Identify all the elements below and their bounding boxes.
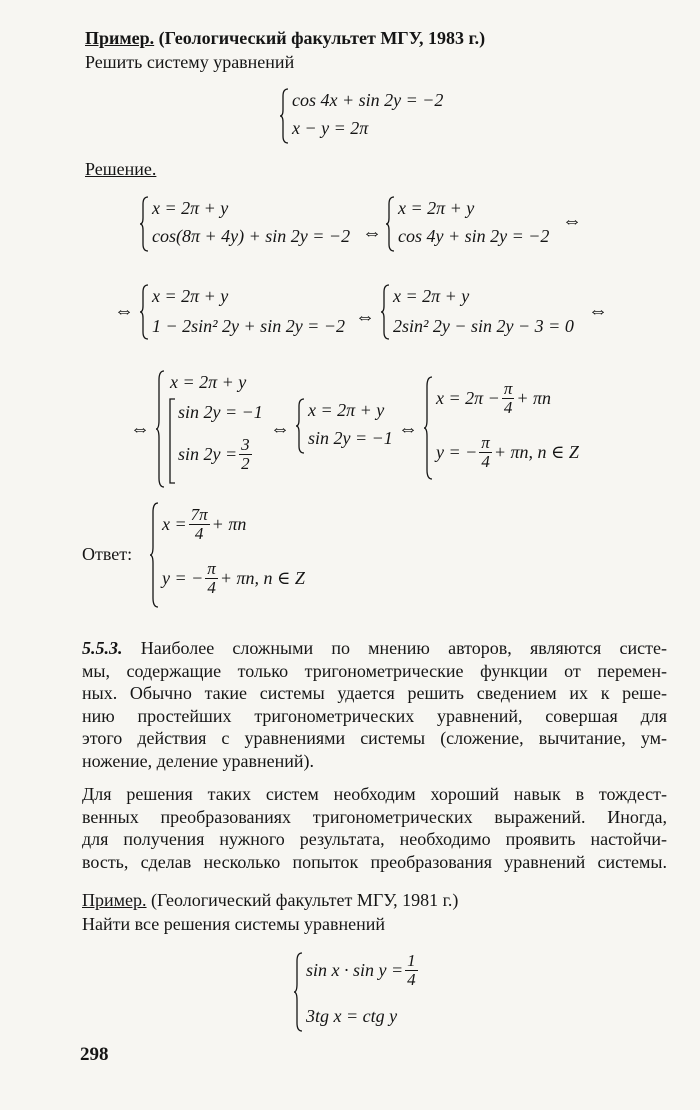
example2-eq2: 3tg x = ctg y [306,1006,398,1026]
fraction: $\frac{\pi}{4}$ [503,379,513,417]
paragraph-line: 5.5.3. Наиболее сложными по мнению авторов, являются систе- [82,638,667,658]
step1-right-eq1: x = 2π + y [398,198,475,218]
step1-left-eq1: x = 2π + y [152,198,229,218]
paragraph-line: венных преобразованиях тригонометрических выражений. Иногда, [82,806,667,827]
example2-eq1: sin x · sin y = $\frac{1}{4}$ [306,951,416,989]
example1-task: Решить систему уравнений [85,52,295,72]
step3-b-eq2: sin 2y = −1 [308,428,393,448]
paragraph-line: ных. Обычно такие системы удается решить сведением их к реше- [82,683,667,703]
brace-icon [294,952,304,1032]
brace-icon [381,284,391,340]
iff-symbol: ⇔ [562,210,582,232]
fraction: $\frac{7\pi}{4}$ [190,505,208,543]
brace-icon [424,376,434,480]
paragraph-line: этого действия с уравнениями системы (сложение, вычитание, ум- [82,728,667,748]
example2-label: Пример. [82,890,147,910]
example1-header [85,27,485,49]
fraction: $\frac{1}{4}$ [407,951,416,989]
step3-a-alt2-lhs: sin 2y = [178,444,238,464]
step1-left-eq2: cos(8π + 4y) + sin 2y = −2 [152,226,351,246]
example2-header [82,889,458,911]
brace-icon [296,398,306,454]
step2-right-eq1: x = 2π + y [393,286,470,306]
paragraph-line: Для решения таких систем необходим хороший навык в тождест- [82,784,667,804]
brace-icon [156,370,166,488]
step2-right-eq2: 2sin² 2y − sin 2y − 3 = 0 [393,316,574,336]
step3-c-y: y = − $\frac{\pi}{4}$ + πn, n ∈ Z [436,433,579,471]
brace-icon [280,88,290,144]
paragraph-line: ножение, деление уравнений). [82,750,315,771]
step2-left-eq2: 1 − 2sin² 2y + sin 2y = −2 [152,316,345,336]
example2-task: Найти все решения системы уравнений [82,914,386,934]
iff-symbol: ⇔ [588,300,608,322]
paragraph-line: мы, содержащие только тригонометрические функции от перемен- [82,660,667,681]
answer-y: y = − $\frac{\pi}{4}$ + πn, n ∈ Z [162,559,305,597]
bracket-icon [168,398,176,484]
iff-symbol: ⇔ [355,306,375,328]
brace-icon [150,502,160,608]
step3-a-alt1: sin 2y = −1 [178,402,263,422]
iff-symbol: ⇔ [130,418,150,440]
step3-a-alt2 [178,436,254,473]
fraction: $\frac{\pi}{4}$ [481,433,490,471]
brace-icon [386,196,396,252]
answer-label: Ответ: [82,544,133,564]
iff-symbol: ⇔ [362,222,382,244]
answer-x: x = $\frac{7\pi}{4}$ + πn [162,505,247,543]
brace-icon [140,196,150,252]
step2-left-eq1: x = 2π + y [152,286,229,306]
paragraph-line: для получения нужного результата, необходимо проявить настойчи- [82,829,667,849]
system-eq-1: cos 4x + sin 2y = −2 [292,90,444,110]
paragraph-line: вость, сделав несколько попыток преобразования уравнений системы. [82,851,667,872]
example1-source: (Геологический факультет МГУ, 1983 г.) [158,28,486,48]
solution-label: Решение. [85,159,157,179]
section-paragraph-2 [82,783,667,873]
page-number: 298 [80,1044,109,1065]
step3-a-top: x = 2π + y [170,372,247,392]
step1-right-eq2: cos 4y + sin 2y = −2 [398,226,550,246]
system-eq-2: x − y = 2π [292,118,369,138]
fraction: $\frac{3}{2}$ [241,435,250,473]
section-paragraph-1 [82,637,667,772]
iff-symbol: ⇔ [398,418,418,440]
brace-icon [140,284,150,340]
example1-label: Пример. [85,28,155,48]
step3-c-x: x = 2π − $\frac{\pi}{4}$ + πn [436,379,552,417]
paragraph-line: нию простейших тригонометрических уравнений, совершая для [82,705,667,726]
step3-b-eq1: x = 2π + y [308,400,385,420]
section-number: 5.5.3. [82,638,123,658]
iff-symbol: ⇔ [114,300,134,322]
fraction: $\frac{\pi}{4}$ [207,559,216,597]
iff-symbol: ⇔ [270,418,290,440]
example2-source: (Геологический факультет МГУ, 1981 г.) [151,890,459,910]
